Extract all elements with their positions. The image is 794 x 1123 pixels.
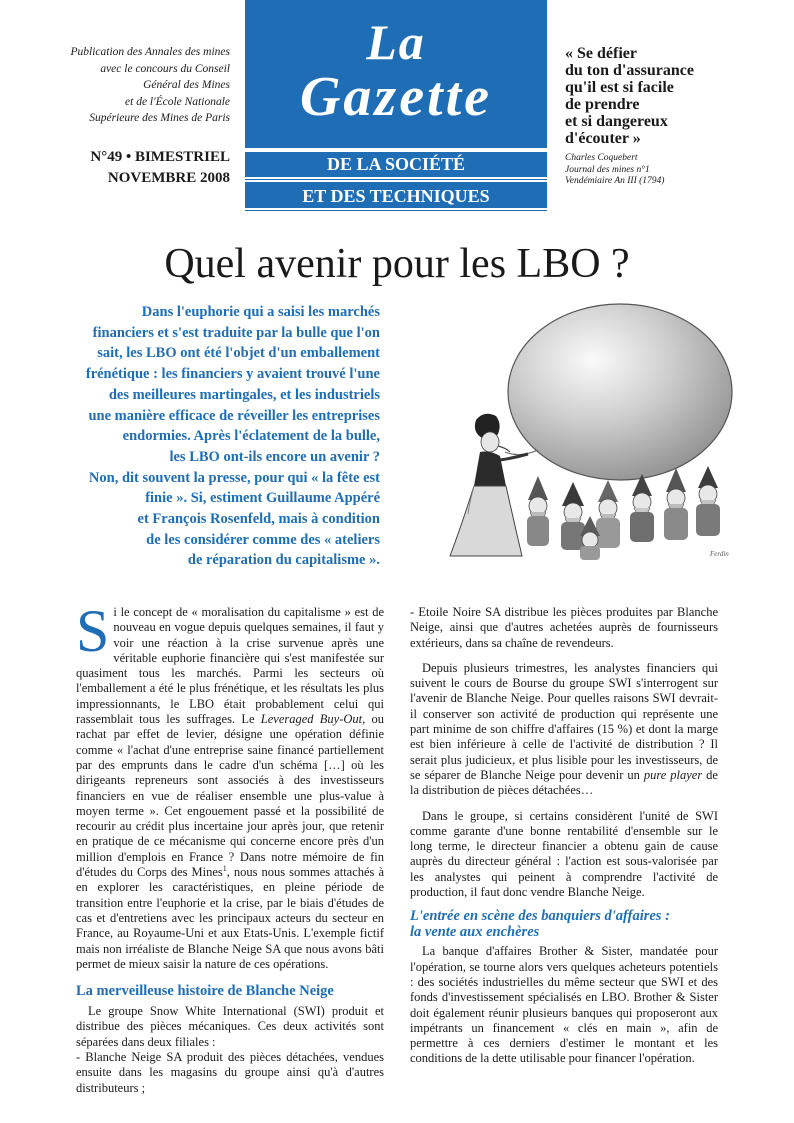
publication-info xyxy=(60,44,230,127)
article-column-left xyxy=(76,598,385,1096)
balloon xyxy=(505,304,732,480)
paragraph-text: , nous nous sommes attachés à en explorer les caractéristiques, en pleine période de transition entre l'euphorie et la crise, par le biais d'études de cas et d'entretiens avec les principaux acteurs du secteur en France, au Royaume-Uni et aux Etats-Unis. L'exemple fictif mais non irréaliste de Blanche Neige SA que nous avons bâti permet de mieux saisir la nature de ces opérations. xyxy=(76,865,384,971)
lead-line: des meilleures martingales, et les industriels xyxy=(108,386,380,403)
issue-info xyxy=(60,147,230,189)
paragraph-text: de la distribution de pièces détachées… xyxy=(410,767,718,798)
publication-line: Publication des Annales des mines xyxy=(70,46,230,58)
paragraph-emphasis: Leveraged Buy-Out xyxy=(260,712,363,727)
issue-date: NOVEMBRE 2008 xyxy=(107,170,230,186)
publication-line: Supérieure des Mines de Paris xyxy=(89,112,230,124)
paragraph-text: Depuis plusieurs trimestres, les analystes financiers qui suivent le cours de Bourse du groupe SWI s'interrogent sur l'avenir de Blanche Neige. Pour quelles raisons SWI devrait-il conserver son activité de production qui représente une part minime de son chiffre d'affaires (15 %) et dont la marge est bien inférieure à celle de l'activité de distribution ? Il serait plus judicieux, et plus lisible pour les investisseurs, de se séparer de Blanche Neige pour devenir un xyxy=(410,660,718,782)
lead-line: les LBO ont-ils encore un avenir ? xyxy=(169,448,380,465)
masthead-la: La xyxy=(366,14,426,70)
lead-line: de réparation du capitalisme ». xyxy=(187,552,380,569)
article-paragraph: Dans le groupe, si certains considèrent l'unité de SWI comme garante d'une bonne rentabilité d'ensemble sur le long terme, le directeur financier a obtenu gain de cause auprès du directeur général : l'action est sous-valorisée par les analystes qui peinent à comprendre l'activité de production, il faut donc vendre Blanche Neige. xyxy=(410,808,718,900)
section-heading: La merveilleuse histoire de Blanche Neige xyxy=(76,983,334,1000)
publication-line: avec le concours du Conseil xyxy=(100,62,230,75)
issue-number: N°49 • BIMESTRIEL xyxy=(90,149,230,165)
article-paragraph: Le groupe Snow White International (SWI) produit et distribue des pièces mécaniques. Ces deux activités sont séparées dans deux filiales : xyxy=(76,1004,384,1049)
article-lead xyxy=(60,302,380,571)
epigraph-line: qu'il est si facile xyxy=(565,79,674,96)
paragraph-emphasis: pure player xyxy=(643,767,703,782)
lead-line: financiers et s'est traduite par la bulle que l'on xyxy=(92,324,380,341)
woman-figure xyxy=(450,414,528,556)
lead-line: frénétique : les financiers y avaient trouvé l'une xyxy=(85,366,380,383)
section-heading xyxy=(410,908,718,940)
paragraph-text: i le concept de « moralisation du capitalisme » est de nouveau en vogue depuis quelques semaines, il faut y voir une réaction à la crise survenue après une véritable euphorie financière qui s'est manifestée sur quasiment tous les marchés. Parmi les secteurs où l'emballement a été le plus frénétique, et les résultats les plus impressionnants, le LBO était probablement celui qui rassemblait tous les suffrages. Le xyxy=(76,605,384,727)
section-heading-line: la vente aux enchères xyxy=(410,924,540,941)
balloon-illustration xyxy=(410,300,740,562)
epigraph-line: « Se défier xyxy=(565,45,637,62)
lead-line: endormies. Après l'éclatement de la bulle, xyxy=(122,428,380,445)
article-paragraph: La banque d'affaires Brother & Sister, mandatée pour l'opération, se tourne alors vers quelques acheteurs potentiels : des sociétés industrielles du même secteur que SWI et des fonds d'investissement spécialisés en LBO. Brother & Sister doit également réunir plusieurs banques qui proposeront aux impétrants un financement « clés en main », afin de permettre à ces derniers d'estimer le montant et les conditions de la dette utilisable pour financer l'opération. xyxy=(410,944,718,1066)
epigraph-line: d'écouter » xyxy=(565,130,641,147)
epigraph-source-line: Charles Coquebert xyxy=(565,153,638,163)
masthead-gazette: Gazette xyxy=(299,66,493,128)
page-title: Quel avenir pour les LBO ? xyxy=(164,241,630,287)
article-paragraph: - Etoile Noire SA distribue les pièces produites par Blanche Neige, ainsi que d'autres achetées auprès de fournisseurs extérieurs, dans sa chaîne de revendeurs. xyxy=(410,605,718,650)
lead-line: Non, dit souvent la presse, pour qui « la fête est xyxy=(88,469,380,486)
epigraph-line: et si dangereux xyxy=(565,113,668,130)
epigraph-quote xyxy=(565,45,765,147)
article-paragraph xyxy=(410,661,718,799)
masthead-band-societe: DE LA SOCIÉTÉ xyxy=(245,152,547,177)
lead-line: et François Rosenfeld, mais à condition xyxy=(137,511,380,528)
section-heading-line: L'entrée en scène des banquiers d'affaires : xyxy=(410,908,670,925)
footnote-ref: 1 xyxy=(222,863,227,873)
publication-line: Général des Mines xyxy=(143,79,230,91)
article-column-right xyxy=(410,605,718,1067)
lead-line: de les considérer comme des « ateliers xyxy=(146,531,380,548)
drop-cap: S xyxy=(76,598,110,664)
paragraph-text: , ou rachat par effet de levier, désigne une opération définie comme « l'achat d'une entreprise saine financé partiellement par des emprunts dans le cadre d'un schéma […] où les dirigeants repreneurs sont associés à des investisseurs financiers en vue de réaliser ensemble une plus-value à moyen terme ». Cet engouement passé et la possibilité de recourir au crédit plus incertaine jour après jour, que retenir en pratique de ce mécanisme qui concerne encore près d'un million d'emplois en France ? Dans notre mémoire de fin d'études du Corps des Mines xyxy=(76,712,385,880)
masthead-band-techniques: ET DES TECHNIQUES xyxy=(245,182,547,208)
masthead xyxy=(245,0,547,148)
epigraph-source xyxy=(565,153,765,188)
epigraph-source-line: Journal des mines n°1 xyxy=(565,164,650,175)
epigraph-source-line: Vendémiaire An III (1794) xyxy=(565,176,665,186)
epigraph-line: du ton d'assurance xyxy=(565,62,694,79)
epigraph-line: de prendre xyxy=(565,96,640,113)
lead-line: une manière efficace de réveiller les entreprises xyxy=(88,407,380,424)
lead-line: sait, les LBO ont été l'objet d'un emballement xyxy=(97,345,380,362)
lead-line: Dans l'euphorie qui a saisi les marchés xyxy=(141,304,380,320)
article-paragraph xyxy=(76,598,385,972)
publication-line: et de l'École Nationale xyxy=(125,95,230,108)
lead-line: finie ». Si, estiment Guillaume Appéré xyxy=(145,490,380,507)
illustration-signature: Ferdin xyxy=(710,550,729,558)
article-paragraph: - Blanche Neige SA produit des pièces détachées, vendues ensuite dans les magasins du groupe ainsi qu'à d'autres distributeurs ; xyxy=(76,1050,384,1095)
